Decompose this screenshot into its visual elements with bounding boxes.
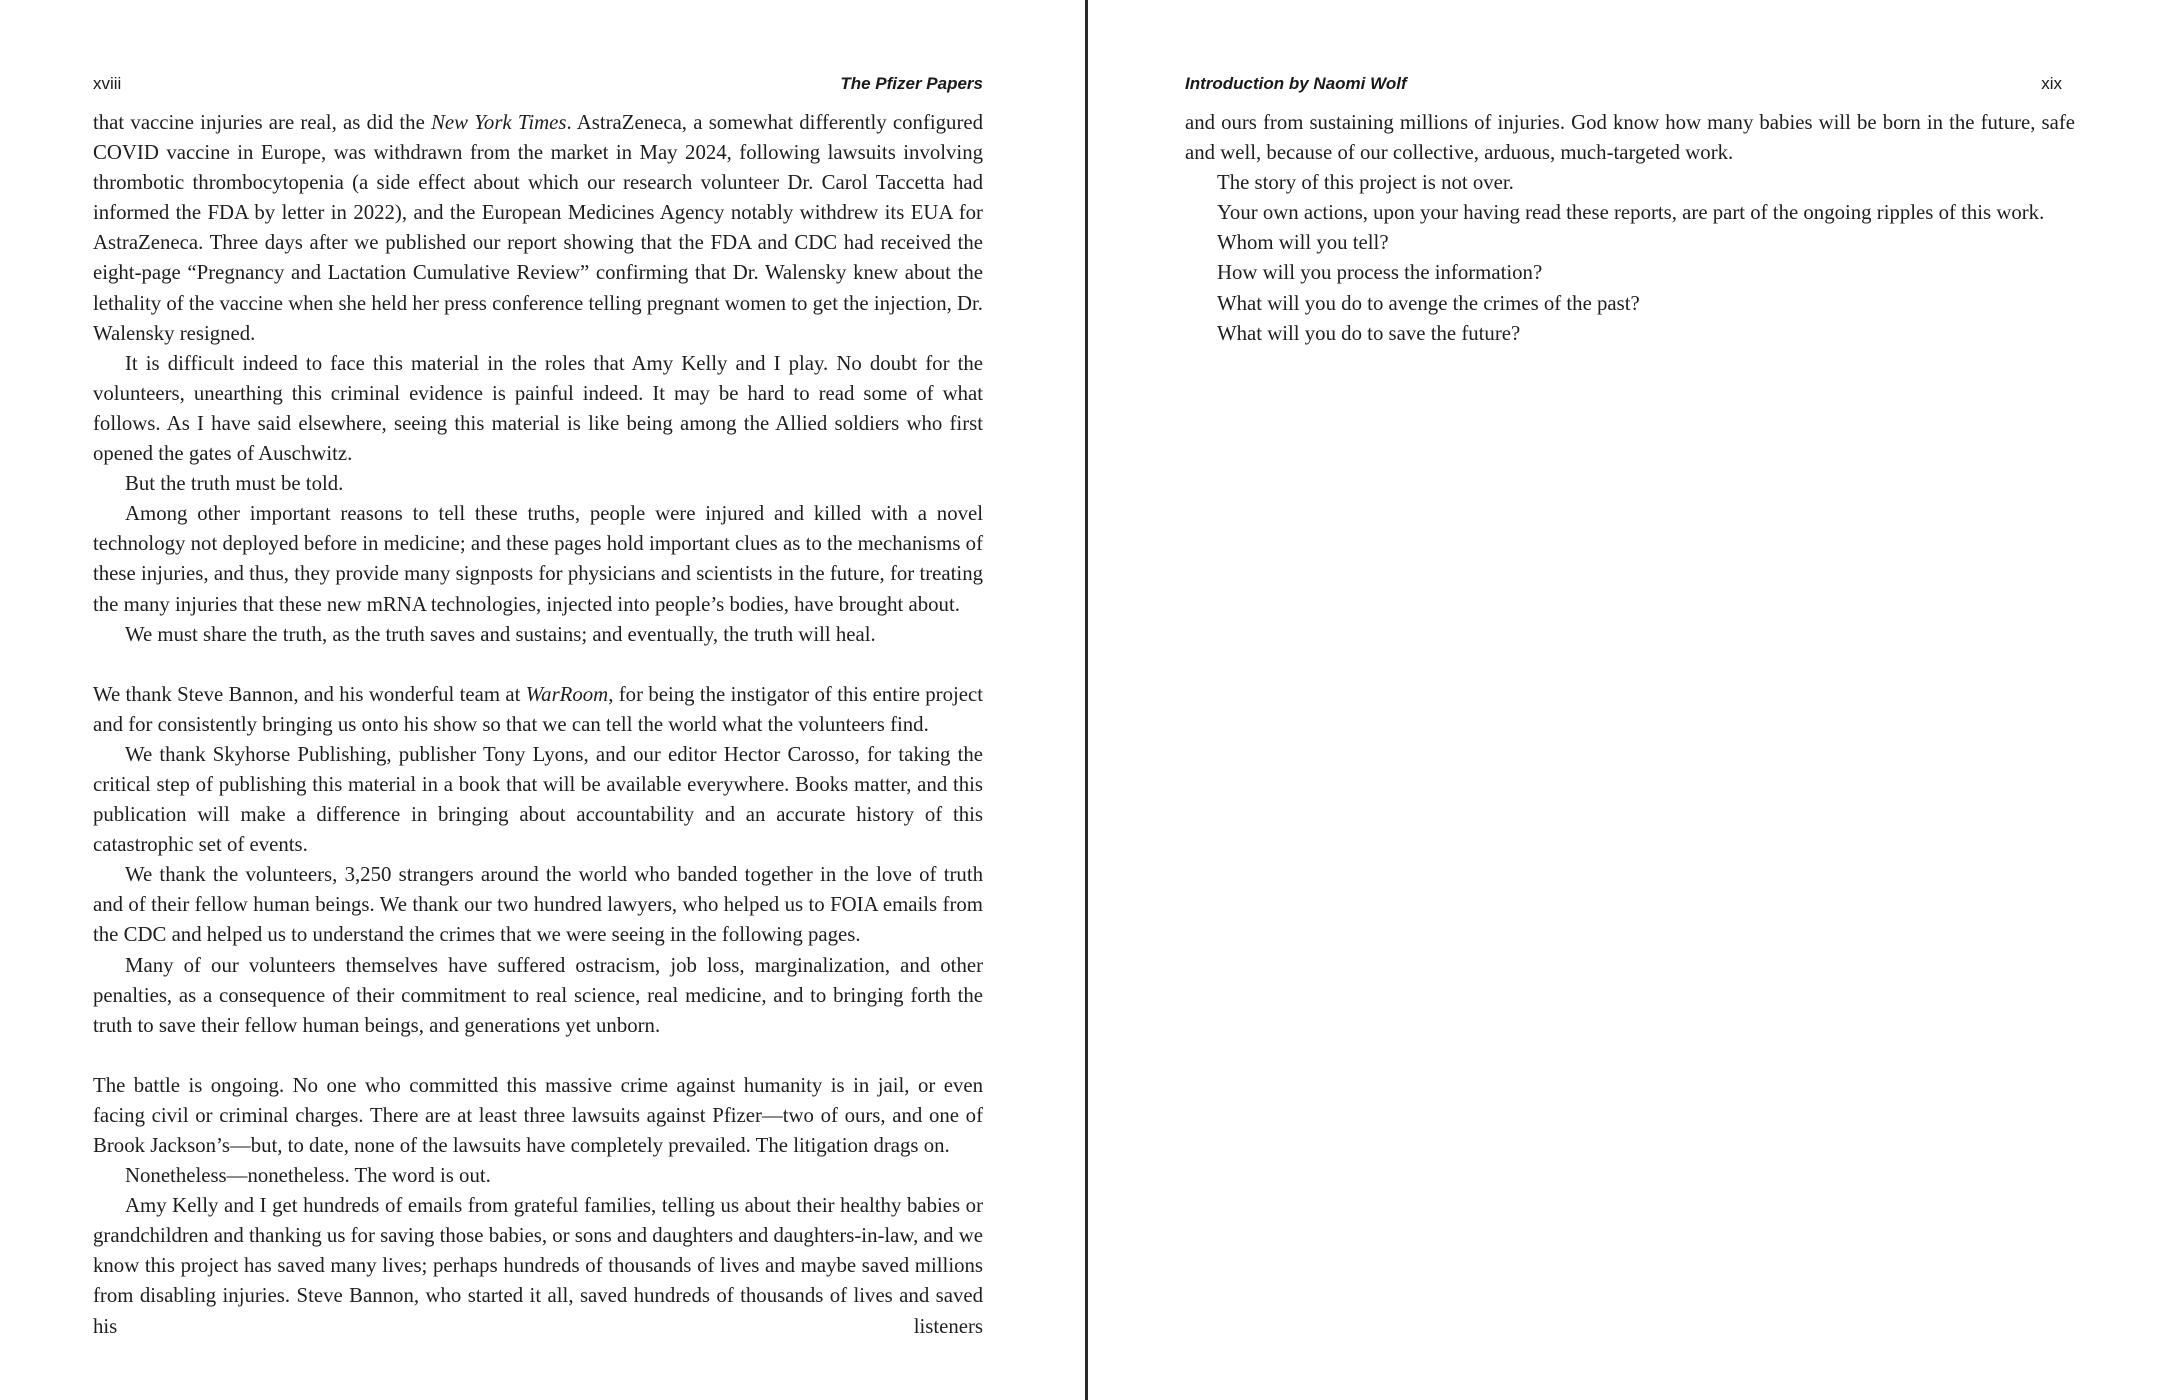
paragraph: Amy Kelly and I get hundreds of emails from grateful families, telling us about their healthy babies or grandchildren and thanking us for saving those babies, or sons and daughters and daughters-in-law, and we know this project has saved many lives; perhaps hundreds of thousands of lives and maybe saved millions from disabling injuries. Steve Bannon, who started it all, saved hundreds of thousands of lives and saved his listeners	[93, 1194, 983, 1338]
paragraph: We must share the truth, as the truth saves and sustains; and eventually, the truth will heal.	[125, 622, 876, 646]
body-text-left	[93, 108, 983, 1342]
paragraph: We thank Steve Bannon, and his wonderful team at WarRoom, for being the instigator of this entire project and for consistently bringing us onto his show so that we can tell the world what the volunteers find.	[93, 682, 983, 736]
right-page	[1090, 0, 2163, 1400]
paragraph: Whom will you tell?	[1217, 231, 1389, 255]
page-number-right: xix	[2041, 74, 2062, 93]
paragraph: Nonetheless—nonetheless. The word is out.	[125, 1164, 491, 1188]
paragraph: Your own actions, upon your having read these reports, are part of the ongoing ripples of this work.	[1217, 201, 2045, 225]
paragraph: But the truth must be told.	[125, 472, 344, 496]
paragraph: We thank the volunteers, 3,250 strangers around the world who banded together in the love of truth and of their fellow human beings. We thank our two hundred lawyers, who helped us to FOIA emails from the CDC and helped us to understand the crimes that we were seeing in the following pages.	[93, 863, 983, 947]
book-spine-divider	[1085, 0, 1088, 1400]
paragraph: What will you do to save the future?	[1217, 321, 1521, 345]
paragraph: What will you do to avenge the crimes of the past?	[1217, 291, 1640, 315]
body-text-right	[1185, 108, 2075, 349]
paragraph: that vaccine injuries are real, as did the New York Times. AstraZeneca, a somewhat differently configured COVID vaccine in Europe, was withdrawn from the market in May 2024, following lawsuits involving thrombotic thrombocytopenia (a side effect about which our research volunteer Dr. Carol Taccetta had informed the FDA by letter in 2022), and the European Medicines Agency notably withdrew its EUA for AstraZeneca. Three days after we published our report showing that the FDA and CDC had received the eight-page “Pregnancy and Lactation Cumulative Review” confirming that Dr. Walensky knew about the lethality of the vaccine when she held her press conference telling pregnant women to get the injection, Dr. Walensky resigned.	[93, 111, 983, 345]
paragraph: We thank Skyhorse Publishing, publisher Tony Lyons, and our editor Hector Carosso, for taking the critical step of publishing this material in a book that will be available everywhere. Books matter, and this publication will make a difference in bringing about accountability and an accurate history of this catastrophic set of events.	[93, 742, 983, 857]
running-title-left: The Pfizer Papers	[840, 74, 983, 93]
running-title-right: Introduction by Naomi Wolf	[1185, 74, 1407, 93]
paragraph: The battle is ongoing. No one who committed this massive crime against humanity is in jail, or even facing civil or criminal charges. There are at least three lawsuits against Pfizer—two of ours, and one of Brook Jackson’s—but, to date, none of the lawsuits have completely prevailed. The litigation drags on.	[93, 1073, 983, 1157]
paragraph: Many of our volunteers themselves have suffered ostracism, job loss, marginalization, and other penalties, as a consequence of their commitment to real science, real medicine, and to bringing forth the truth to save their fellow human beings, and generations yet unborn.	[93, 953, 983, 1037]
page-number-left: xviii	[93, 74, 122, 93]
paragraph: and ours from sustaining millions of injuries. God know how many babies will be born in the future, safe and well, because of our collective, arduous, much-targeted work.	[1185, 111, 2075, 165]
paragraph: How will you process the information?	[1217, 261, 1543, 285]
paragraph: It is difficult indeed to face this material in the roles that Amy Kelly and I play. No doubt for the volunteers, unearthing this criminal evidence is painful indeed. It may be hard to read some of what follows. As I have said elsewhere, seeing this material is like being among the Allied soldiers who first opened the gates of Auschwitz.	[93, 351, 983, 466]
paragraph: Among other important reasons to tell these truths, people were injured and killed with a novel technology not deployed before in medicine; and these pages hold important clues as to the mechanisms of these injuries, and thus, they provide many signposts for physicians and scientists in the future, for treating the many injuries that these new mRNA technologies, injected into people’s bodies, have brought about.	[93, 502, 983, 616]
paragraph: The story of this project is not over.	[1217, 171, 1514, 195]
